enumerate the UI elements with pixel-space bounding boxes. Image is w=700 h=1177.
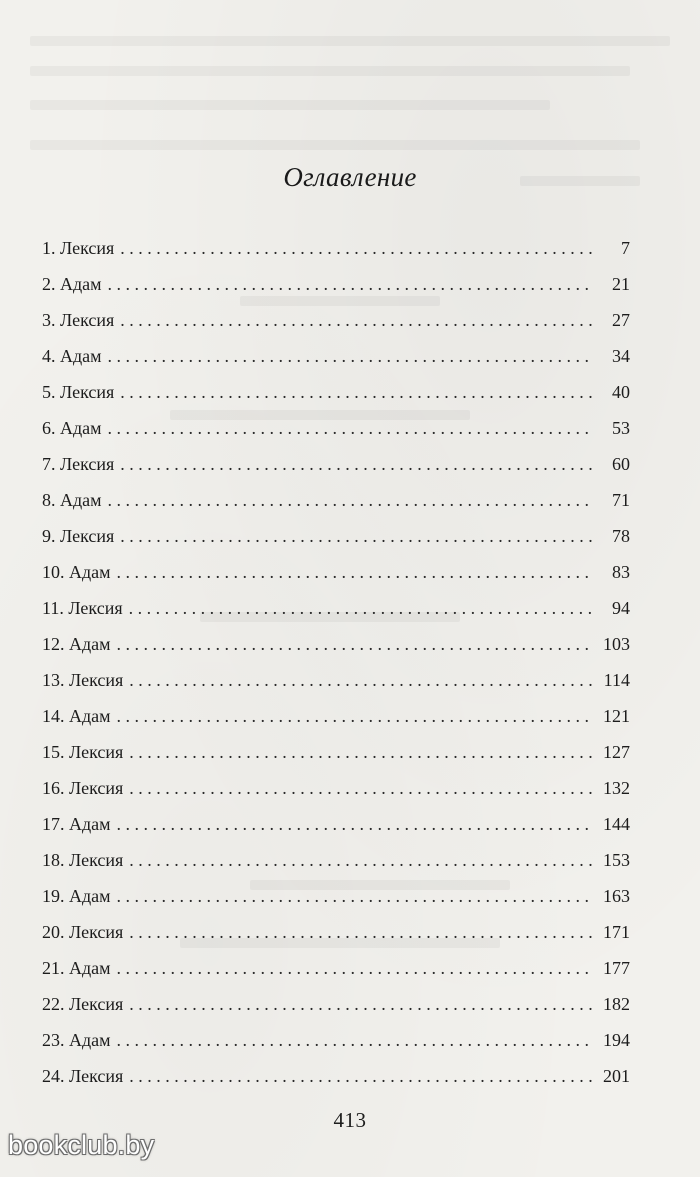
toc-entry (42, 518, 630, 554)
toc-entry-page: 163 (603, 886, 630, 906)
toc-entry-label: 5. Лексия (42, 382, 115, 402)
toc-entry-page: 144 (603, 814, 630, 834)
toc-entry (42, 266, 630, 302)
toc-entry-label: 13. Лексия (42, 670, 124, 690)
toc-entry-label: 18. Лексия (42, 850, 124, 870)
toc-entry-label: 22. Лексия (42, 994, 124, 1014)
toc-entry-page: 83 (612, 562, 630, 582)
toc-entry-label: 16. Лексия (42, 778, 124, 798)
toc-entry (42, 1058, 630, 1094)
toc-entry-label: 17. Адам (42, 814, 111, 834)
toc-entry (42, 698, 630, 734)
dot-leader (129, 842, 594, 878)
toc-entry-label: 2. Адам (42, 274, 102, 294)
toc-entry-label: 11. Лексия (42, 598, 123, 618)
dot-leader (117, 626, 594, 662)
dot-leader (108, 482, 594, 518)
toc-entry-page: 182 (603, 994, 630, 1014)
toc-entry-label: 7. Лексия (42, 454, 115, 474)
page-title: Оглавление (283, 162, 417, 192)
toc-entry-page: 177 (603, 958, 630, 978)
toc-entry-label: 19. Адам (42, 886, 111, 906)
dot-leader (129, 662, 594, 698)
bleed-through (30, 66, 630, 76)
toc-entry-page: 21 (612, 274, 630, 294)
toc-entry-label: 15. Лексия (42, 742, 124, 762)
toc-entry-page: 53 (612, 418, 630, 438)
toc-entry-label: 6. Адам (42, 418, 102, 438)
toc-entry (42, 878, 630, 914)
dot-leader (117, 554, 594, 590)
toc-entry (42, 950, 630, 986)
toc-entry (42, 662, 630, 698)
toc-entry (42, 374, 630, 410)
dot-leader (120, 518, 594, 554)
toc-entry-label: 4. Адам (42, 346, 102, 366)
toc-entry-page: 153 (603, 850, 630, 870)
watermark: bookclub.by (8, 1130, 155, 1160)
toc-entry (42, 914, 630, 950)
toc-entry-page: 121 (603, 706, 630, 726)
toc-entry-page: 194 (603, 1030, 630, 1050)
dot-leader (129, 770, 594, 806)
toc-entry-page: 132 (603, 778, 630, 798)
dot-leader (108, 338, 594, 374)
toc-entry-label: 8. Адам (42, 490, 102, 510)
toc-entry-page: 103 (603, 634, 630, 654)
toc-entry (42, 770, 630, 806)
toc-entry-page: 27 (612, 310, 630, 330)
bleed-through (30, 36, 670, 46)
toc-entry-page: 114 (603, 670, 630, 690)
toc-entry-page: 40 (612, 382, 630, 402)
toc-entry (42, 806, 630, 842)
dot-leader (129, 1058, 594, 1094)
dot-leader (108, 410, 594, 446)
toc-entry-label: 12. Адам (42, 634, 111, 654)
toc-entry (42, 1022, 630, 1058)
toc-entry (42, 554, 630, 590)
toc-entry-label: 24. Лексия (42, 1066, 124, 1086)
toc-entry-label: 20. Лексия (42, 922, 124, 942)
toc-entry-page: 71 (612, 490, 630, 510)
toc-entry-label: 1. Лексия (42, 238, 115, 258)
dot-leader (120, 374, 594, 410)
bleed-through (30, 140, 640, 150)
dot-leader (117, 950, 594, 986)
toc-entry-page: 34 (612, 346, 630, 366)
toc-entry-page: 7 (621, 238, 630, 258)
toc-entry-page: 60 (612, 454, 630, 474)
toc-entry-page: 127 (603, 742, 630, 762)
dot-leader (117, 1022, 594, 1058)
dot-leader (120, 230, 594, 266)
dot-leader (120, 446, 594, 482)
toc-entry-label: 3. Лексия (42, 310, 115, 330)
dot-leader (117, 806, 594, 842)
toc-entry (42, 410, 630, 446)
toc-entry-page: 78 (612, 526, 630, 546)
toc-entry (42, 986, 630, 1022)
bleed-through (30, 100, 550, 110)
dot-leader (129, 590, 594, 626)
toc-entry (42, 482, 630, 518)
toc-entry-label: 23. Адам (42, 1030, 111, 1050)
dot-leader (117, 878, 594, 914)
toc-entry (42, 446, 630, 482)
dot-leader (120, 302, 594, 338)
toc-entry-label: 14. Адам (42, 706, 111, 726)
toc-entry (42, 590, 630, 626)
toc-entry (42, 302, 630, 338)
dot-leader (129, 734, 594, 770)
toc-entry-page: 94 (612, 598, 630, 618)
dot-leader (129, 914, 594, 950)
page-number: 413 (333, 1108, 367, 1132)
toc-entry-label: 9. Лексия (42, 526, 115, 546)
toc-entry (42, 734, 630, 770)
toc-entry (42, 842, 630, 878)
dot-leader (117, 698, 594, 734)
dot-leader (108, 266, 594, 302)
toc-entry-label: 10. Адам (42, 562, 111, 582)
dot-leader (129, 986, 594, 1022)
toc-entry-label: 21. Адам (42, 958, 111, 978)
toc-entry (42, 230, 630, 266)
table-of-contents (42, 230, 630, 1094)
toc-entry (42, 626, 630, 662)
toc-entry-page: 201 (603, 1066, 630, 1086)
toc-entry (42, 338, 630, 374)
toc-entry-page: 171 (603, 922, 630, 942)
